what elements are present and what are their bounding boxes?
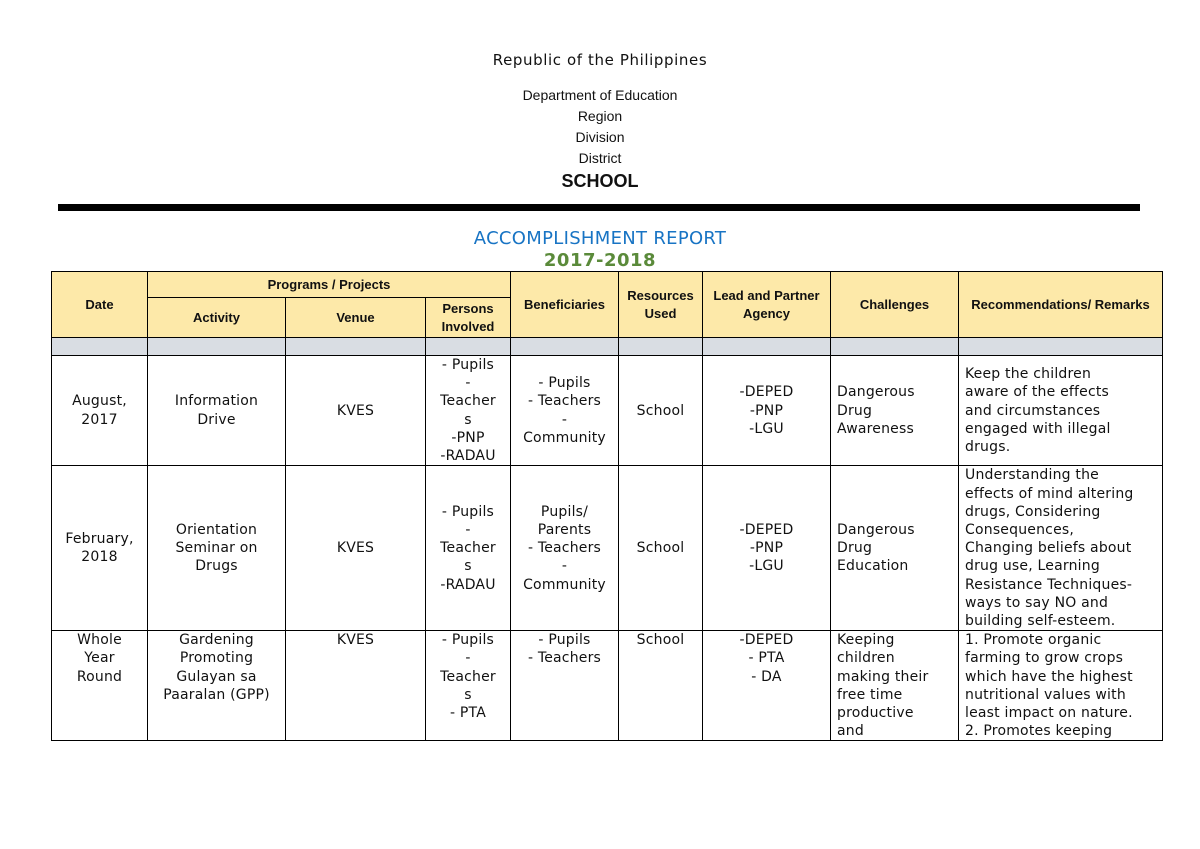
cell-line: which have the highest xyxy=(965,668,1133,685)
cell-line: - xyxy=(465,521,471,538)
cell-line: Paaralan (GPP) xyxy=(163,686,270,703)
table-row xyxy=(52,466,1163,631)
cell-line: School xyxy=(636,402,685,419)
cell-line: Teacher xyxy=(440,393,496,410)
cell-line: s xyxy=(464,411,472,428)
cell-beneficiaries xyxy=(511,356,619,466)
header-lead-agency: Lead and Partner Agency xyxy=(703,272,831,338)
cell-line: - xyxy=(465,650,471,667)
cell-line: productive xyxy=(837,705,914,722)
cell-line: - xyxy=(465,375,471,392)
table-row xyxy=(52,631,1163,741)
cell-venue xyxy=(286,631,426,741)
cell-line: Understanding the xyxy=(965,467,1099,484)
report-year: 2017-2018 xyxy=(543,250,657,271)
cell-line: Dangerous xyxy=(837,521,915,538)
cell-line: KVES xyxy=(336,632,375,649)
cell-challenges xyxy=(831,356,959,466)
header-recommendations: Recommendations/ Remarks xyxy=(959,272,1163,338)
cell-line: and xyxy=(837,723,864,740)
cell-line: -PNP xyxy=(749,540,784,557)
cell-line: building self-esteem. xyxy=(965,612,1116,629)
cell-line: - xyxy=(561,411,568,428)
cell-line: -LGU xyxy=(749,558,784,575)
cell-line: Whole xyxy=(77,632,122,649)
cell-line: - PTA xyxy=(450,705,486,722)
cell-line: -DEPED xyxy=(739,632,794,649)
cell-line: Teacher xyxy=(440,668,496,685)
cell-line: drugs. xyxy=(965,438,1011,455)
header-resources: Resources Used xyxy=(619,272,703,338)
cell-line: KVES xyxy=(336,402,375,419)
cell-persons xyxy=(426,466,511,631)
header-date: Date xyxy=(52,272,148,338)
cell-line: Keeping xyxy=(837,632,895,649)
header-beneficiaries: Beneficiaries xyxy=(511,272,619,338)
cell-line: 1. Promote organic xyxy=(965,632,1102,649)
cell-line: -LGU xyxy=(749,420,784,437)
cell-challenges xyxy=(831,631,959,741)
cell-line: -RADAU xyxy=(440,576,496,593)
cell-line: 2. Promotes keeping xyxy=(965,723,1113,740)
division-line: Division xyxy=(575,129,625,145)
cell-line: Education xyxy=(837,558,909,575)
cell-line: engaged with illegal xyxy=(965,420,1111,437)
table-row xyxy=(52,356,1163,466)
cell-line: - DA xyxy=(751,668,782,685)
cell-line: drugs, Considering xyxy=(965,503,1101,520)
cell-line: Orientation xyxy=(175,521,258,538)
header-venue: Venue xyxy=(286,298,426,338)
header-activity: Activity xyxy=(148,298,286,338)
cell-date xyxy=(52,466,148,631)
cell-line: making their xyxy=(837,668,929,685)
cell-line: Drug xyxy=(837,402,873,419)
cell-line: free time xyxy=(837,686,903,703)
cell-line: ways to say NO and xyxy=(965,594,1109,611)
district-line: District xyxy=(578,150,622,166)
cell-line: - Teachers xyxy=(527,540,602,557)
cell-line: - Teachers xyxy=(527,393,602,410)
cell-line: - Pupils xyxy=(441,632,495,649)
cell-line: Gulayan sa xyxy=(176,668,257,685)
cell-lead xyxy=(703,466,831,631)
header-programs: Programs / Projects xyxy=(148,272,511,298)
cell-line: Drug xyxy=(837,540,873,557)
cell-line: Drive xyxy=(197,411,236,428)
cell-lead xyxy=(703,356,831,466)
cell-line: 2018 xyxy=(81,549,118,566)
cell-line: - Pupils xyxy=(441,503,495,520)
cell-persons xyxy=(426,631,511,741)
cell-resources xyxy=(619,356,703,466)
cell-line: least impact on nature. xyxy=(965,705,1133,722)
cell-line: - Pupils xyxy=(538,632,591,649)
cell-line: Consequences, xyxy=(965,521,1075,538)
cell-line: Drugs xyxy=(195,558,238,575)
header-challenges: Challenges xyxy=(831,272,959,338)
cell-recommendations xyxy=(959,631,1163,741)
cell-line: School xyxy=(636,632,685,649)
cell-line: February, xyxy=(65,531,134,548)
cell-line: -DEPED xyxy=(739,521,794,538)
department-line: Department of Education xyxy=(522,87,678,103)
cell-line: s xyxy=(464,686,472,703)
cell-line: Round xyxy=(76,668,123,685)
cell-line: -RADAU xyxy=(440,448,496,465)
cell-line: August, xyxy=(72,393,127,410)
blank-row xyxy=(52,338,1163,356)
cell-line: Awareness xyxy=(837,420,914,437)
cell-line: farming to grow crops xyxy=(965,650,1124,667)
cell-line: -PNP xyxy=(451,429,485,446)
cell-activity xyxy=(148,356,286,466)
cell-line: Keep the children xyxy=(965,366,1092,383)
cell-line: aware of the effects xyxy=(965,384,1110,401)
cell-challenges xyxy=(831,466,959,631)
cell-line: s xyxy=(464,558,472,575)
cell-resources xyxy=(619,631,703,741)
cell-line: effects of mind altering xyxy=(965,485,1134,502)
cell-date xyxy=(52,631,148,741)
accomplishment-table xyxy=(51,271,1163,741)
cell-line: Community xyxy=(523,576,606,593)
cell-line: - PTA xyxy=(748,650,785,667)
cell-line: Seminar on xyxy=(175,540,258,557)
cell-line: Community xyxy=(523,429,606,446)
header-persons: Persons Involved xyxy=(426,298,511,338)
cell-line: drug use, Learning xyxy=(965,558,1100,575)
cell-line: Gardening xyxy=(179,632,254,649)
cell-date xyxy=(52,356,148,466)
cell-line: Parents xyxy=(537,521,592,538)
cell-line: Teacher xyxy=(440,540,496,557)
cell-activity xyxy=(148,631,286,741)
cell-line: children xyxy=(837,650,895,667)
cell-line: - Pupils xyxy=(441,357,495,373)
cell-line: Promoting xyxy=(179,650,254,667)
report-title: ACCOMPLISHMENT REPORT xyxy=(473,228,727,249)
cell-line: - Teachers xyxy=(527,650,602,667)
cell-line: Year xyxy=(84,650,115,667)
cell-beneficiaries xyxy=(511,466,619,631)
cell-recommendations xyxy=(959,466,1163,631)
school-name: SCHOOL xyxy=(561,171,639,191)
header-divider xyxy=(58,204,1140,211)
cell-line: - xyxy=(561,558,568,575)
cell-line: and circumstances xyxy=(965,402,1101,419)
cell-line: Changing beliefs about xyxy=(965,540,1132,557)
cell-resources xyxy=(619,466,703,631)
cell-recommendations xyxy=(959,356,1163,466)
cell-persons xyxy=(426,356,511,466)
cell-venue xyxy=(286,356,426,466)
cell-line: Pupils/ xyxy=(540,503,589,520)
cell-line: Resistance Techniques- xyxy=(965,576,1133,593)
cell-line: - Pupils xyxy=(538,375,591,392)
region-line: Region xyxy=(577,108,623,124)
republic-heading: Republic of the Philippines xyxy=(492,51,708,69)
cell-venue xyxy=(286,466,426,631)
agency-block xyxy=(0,85,1200,169)
cell-line: Dangerous xyxy=(837,384,915,401)
cell-line: School xyxy=(636,540,685,557)
cell-line: KVES xyxy=(336,540,375,557)
cell-line: -DEPED xyxy=(739,384,794,401)
cell-line: 2017 xyxy=(81,411,118,428)
cell-activity xyxy=(148,466,286,631)
cell-lead xyxy=(703,631,831,741)
cell-line: -PNP xyxy=(749,402,784,419)
cell-line: nutritional values with xyxy=(965,686,1126,703)
cell-line: Information xyxy=(174,393,259,410)
cell-beneficiaries xyxy=(511,631,619,741)
